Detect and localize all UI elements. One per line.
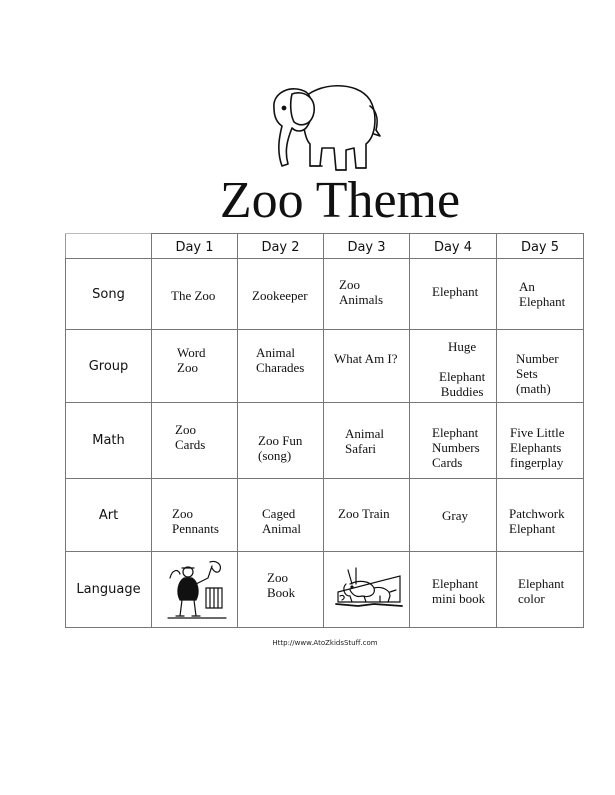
column-header: Day 5 (497, 234, 584, 259)
cell-text: Zoo Book (267, 570, 296, 600)
table-cell (497, 479, 584, 552)
cell-text: An Elephant (519, 279, 566, 309)
animals-illustration (334, 562, 404, 608)
table-cell (152, 259, 238, 330)
corner-cell (66, 234, 152, 259)
table-cell (410, 552, 497, 628)
column-header: Day 3 (324, 234, 410, 259)
cell-text: Gray (442, 508, 468, 523)
table-cell (324, 403, 410, 479)
table-cell (152, 552, 238, 628)
cell-text: Elephant mini book (432, 576, 486, 606)
table-cell (410, 259, 497, 330)
table-cell (152, 403, 238, 479)
column-header: Day 2 (238, 234, 324, 259)
cell-text: Animal Safari (345, 426, 384, 456)
table-cell (152, 479, 238, 552)
table-cell (497, 259, 584, 330)
table-cell (152, 330, 238, 403)
cell-text: Word Zoo (177, 345, 206, 375)
cell-text: Zookeeper (252, 288, 308, 303)
row-label: Math (66, 403, 152, 479)
row-label: Group (66, 330, 152, 403)
table-cell (410, 479, 497, 552)
cell-text: Zoo Animals (339, 277, 384, 307)
zookeeper-illustration (166, 558, 228, 622)
table-cell (324, 552, 410, 628)
table-cell (238, 259, 324, 330)
cell-text: Huge Elephant Buddies (439, 339, 486, 399)
cell-text: Zoo Train (338, 506, 390, 521)
cell-text: Elephant Numbers Cards (432, 425, 480, 470)
cell-text: Elephant color (518, 576, 565, 606)
table-cell (238, 330, 324, 403)
column-header: Day 4 (410, 234, 497, 259)
table-cell (410, 403, 497, 479)
table-cell (238, 479, 324, 552)
table-cell (238, 403, 324, 479)
elephant-illustration (262, 78, 386, 180)
schedule-table (65, 233, 584, 628)
header-row (66, 234, 584, 259)
table-row (66, 403, 584, 479)
table-cell (497, 403, 584, 479)
cell-text: Animal Charades (256, 345, 305, 375)
cell-text: Patchwork Elephant (509, 506, 565, 536)
column-header: Day 1 (152, 234, 238, 259)
row-label: Song (66, 259, 152, 330)
cell-text: What Am I? (334, 351, 398, 366)
cell-text: Zoo Pennants (172, 506, 219, 536)
cell-text: Zoo Fun (song) (258, 433, 303, 463)
cell-text: The Zoo (171, 288, 216, 303)
table-cell (324, 330, 410, 403)
cell-text: Caged Animal (262, 506, 301, 536)
table-cell (410, 330, 497, 403)
table-cell (497, 552, 584, 628)
table-row (66, 479, 584, 552)
footer-url: Http://www.AtoZkidsStuff.com (272, 639, 378, 647)
page-title: Zoo Theme (219, 172, 461, 229)
table-cell (324, 479, 410, 552)
cell-text: Five Little Elephants fingerplay (510, 425, 565, 470)
table-cell (497, 330, 584, 403)
table-cell (238, 552, 324, 628)
cell-text: Zoo Cards (175, 422, 206, 452)
row-label: Language (66, 552, 152, 628)
cell-text: Elephant (432, 284, 479, 299)
table-row (66, 552, 584, 628)
row-label: Art (66, 479, 152, 552)
table-row (66, 259, 584, 330)
table-row (66, 330, 584, 403)
cell-text: Number Sets (math) (516, 351, 559, 396)
table-cell (324, 259, 410, 330)
